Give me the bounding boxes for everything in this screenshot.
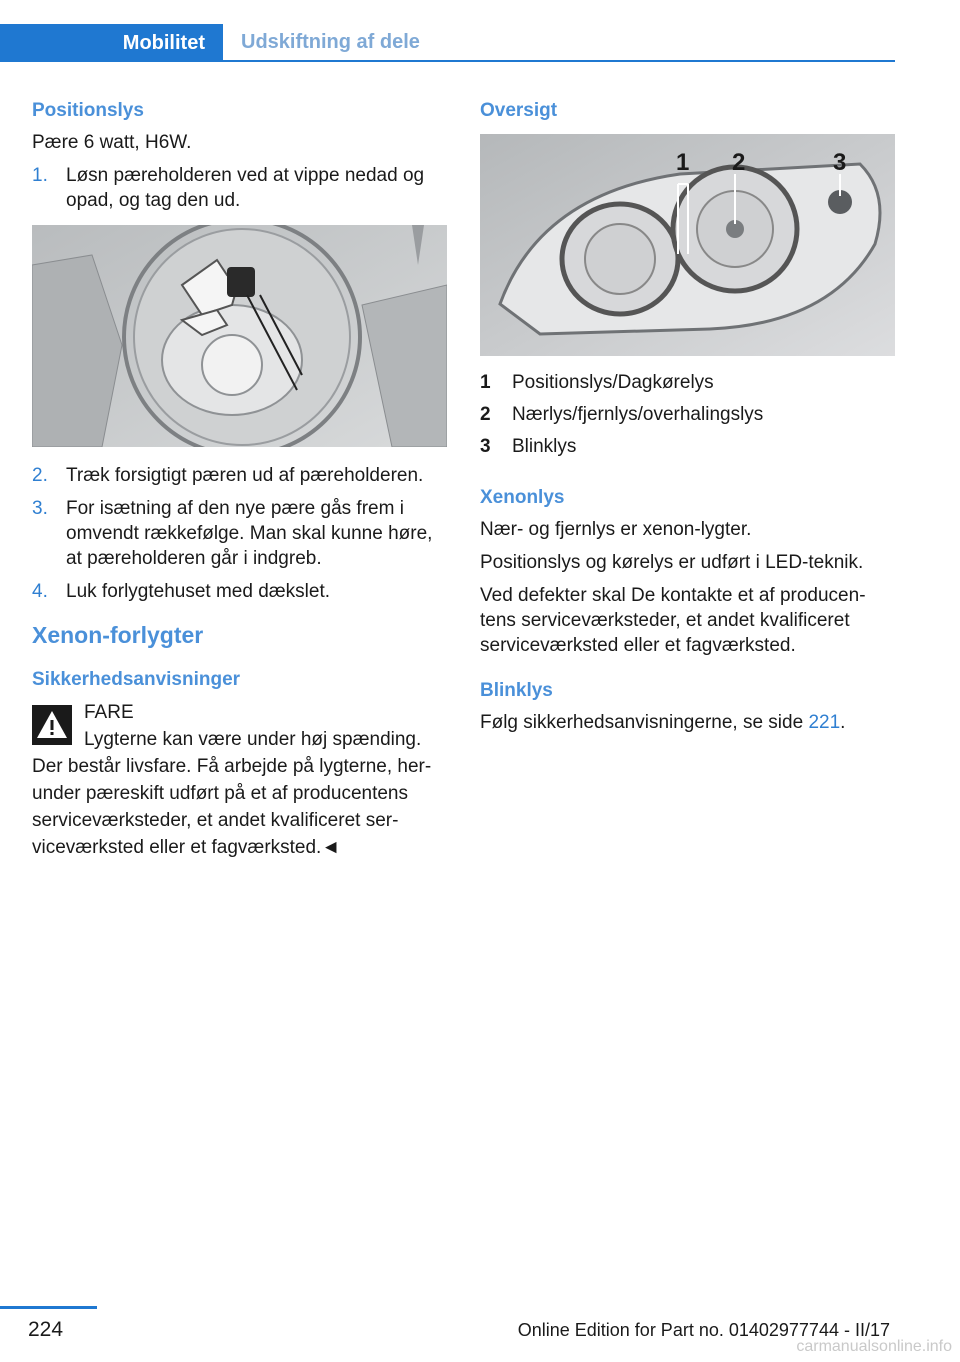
legend-number: 2 <box>480 404 491 425</box>
footer-rule <box>0 1306 97 1309</box>
legend-number: 1 <box>480 372 491 393</box>
warning-body: Der består livsfare. Få arbejde på lygterne, herunder pæreskift udført på et af producentens serviceværksteder, et andet kvalificeret serviceværksted eller et fagværksted.◄ <box>32 756 432 858</box>
watermark: carmanualsonline.info <box>796 1338 952 1355</box>
oversigt-heading: Oversigt <box>480 100 558 121</box>
right-column <box>480 100 895 743</box>
step-item <box>32 579 447 604</box>
legend-text: Nærlys/fjernlys/overhalingslys <box>512 404 764 425</box>
blinklys-end: . <box>840 712 846 733</box>
positionslys-heading: Positionslys <box>32 100 144 121</box>
page-number: 224 <box>28 1318 64 1341</box>
callout-label: 1 <box>676 149 690 176</box>
step-text: Luk forlygtehuset med dækslet. <box>66 581 331 602</box>
step-number: 1. <box>32 165 48 186</box>
bulb-spec: Pære 6 watt, H6W. <box>32 132 192 153</box>
step-number: 3. <box>32 498 48 519</box>
xenonlys-heading: Xenonlys <box>480 487 565 508</box>
legend-text: Positionslys/Dagkørelys <box>512 372 714 393</box>
legend-item <box>480 370 895 395</box>
headlight-overview-illustration <box>480 134 895 356</box>
step-item <box>32 163 447 213</box>
xenonlys-text: Nær- og fjernlys er xenon-lygter. <box>480 519 752 540</box>
chapter-tab[interactable]: Udskiftning af dele <box>223 24 895 62</box>
warning-label: FARE <box>84 702 134 723</box>
legend-item <box>480 402 895 427</box>
legend-item <box>480 434 895 459</box>
xenon-heading: Xenon-forlygter <box>32 622 204 648</box>
legend-text: Blinklys <box>512 436 577 457</box>
page-reference-link[interactable]: 221 <box>808 712 841 733</box>
legend-number: 3 <box>480 436 491 457</box>
xenonlys-text: Positionslys og kørelys er udført i LED-teknik. <box>480 552 864 573</box>
step-text: Træk forsigtigt pæren ud af pæreholderen. <box>66 465 424 486</box>
edition-text: Online Edition for Part no. 01402977744 - II/17 <box>517 1320 890 1340</box>
blinklys-heading: Blinklys <box>480 680 553 701</box>
step-item <box>32 463 447 488</box>
step-text: For isætning af den nye pære gås frem i omvendt rækkefølge. Man skal kunne høre, at pæreholderen går i indgreb. <box>66 498 433 569</box>
step-item <box>32 496 447 571</box>
blinklys-text <box>480 710 895 735</box>
callout-label: 2 <box>732 149 746 176</box>
warning-line: Lygterne kan være under høj spænding. <box>84 729 422 750</box>
blinklys-sentence: Følg sikkerhedsanvisningerne, se side <box>480 712 809 733</box>
step-text: Løsn pæreholderen ved at vippe nedad og opad, og tag den ud. <box>66 165 425 211</box>
warning-block <box>32 699 447 753</box>
section-tab[interactable]: Mobilitet <box>0 24 223 62</box>
left-column <box>32 100 447 861</box>
chapter-header <box>0 24 895 62</box>
callout-label: 3 <box>833 149 847 176</box>
step-number: 2. <box>32 465 48 486</box>
bulb-holder-illustration <box>32 225 447 447</box>
step-number: 4. <box>32 581 48 602</box>
safety-heading: Sikkerhedsanvisninger <box>32 669 241 690</box>
warning-icon <box>32 705 72 745</box>
xenonlys-text: Ved defekter skal De kontakte et af producentens serviceværksteder, et andet kvalificeret serviceværksted eller et fagværksted. <box>480 585 866 656</box>
